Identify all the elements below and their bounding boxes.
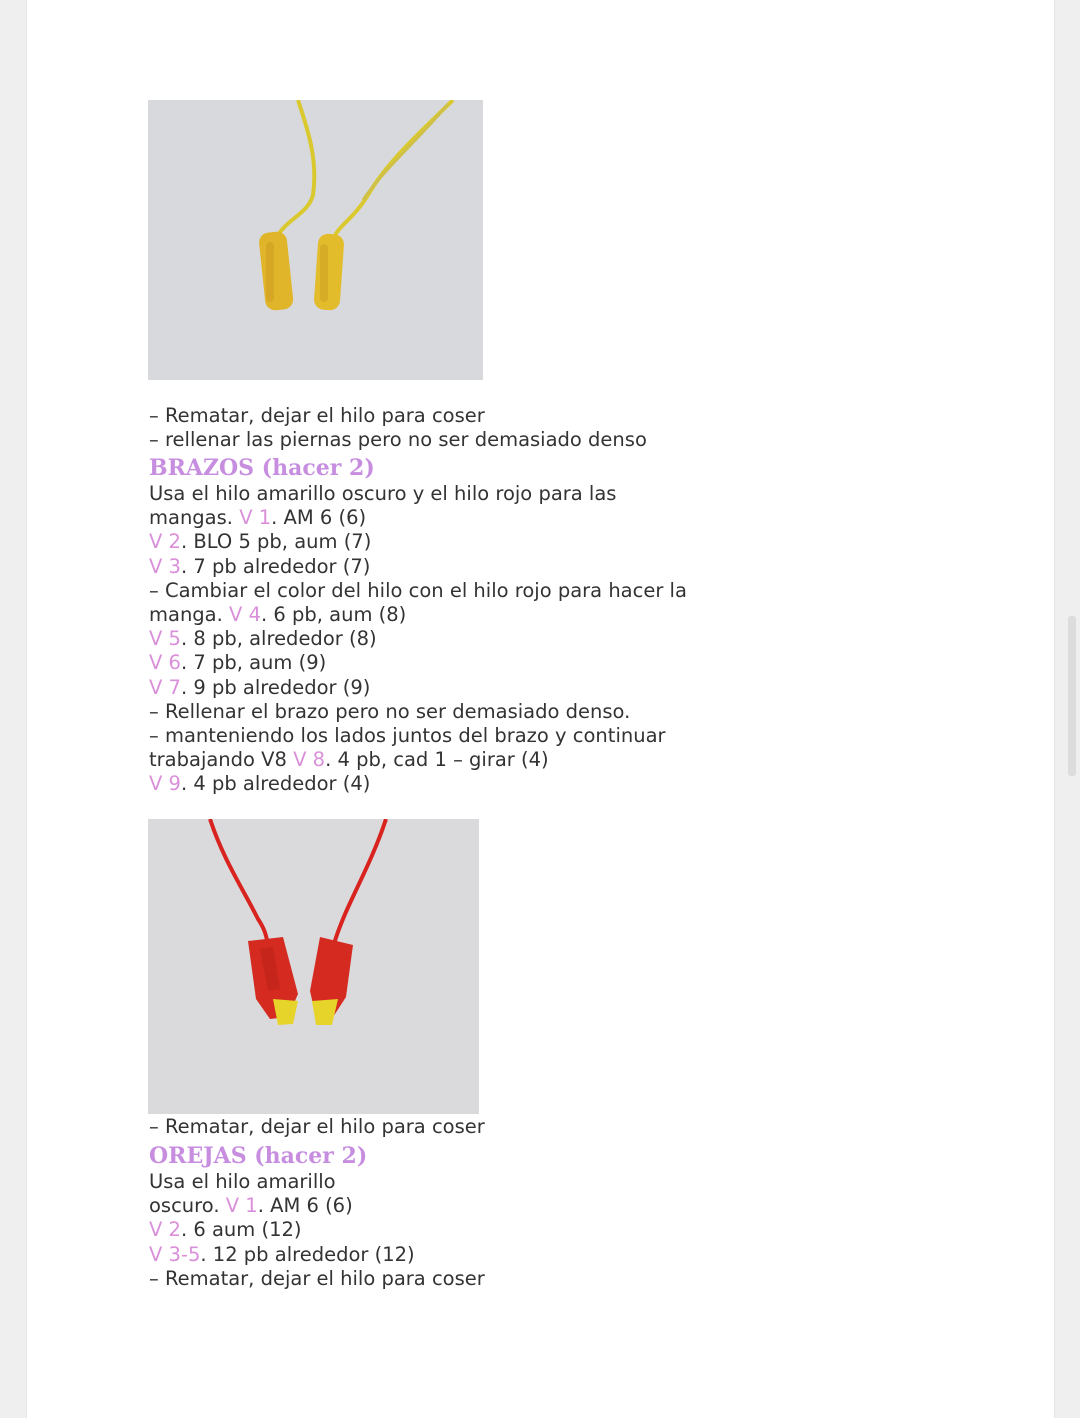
red-yellow-crochet-arms-image xyxy=(148,819,479,1114)
round-label: V 3 xyxy=(149,554,181,578)
round-label: V 7 xyxy=(149,675,181,699)
arms-heading: BRAZOS (hacer 2) xyxy=(149,455,375,481)
arms-keep-sides: – manteniendo los lados juntos del brazo y continuar xyxy=(149,724,666,748)
arms-round-9: V 9. 4 pb alrededor (4) xyxy=(149,772,371,796)
round-label: V 6 xyxy=(149,651,181,675)
ears-heading: OREJAS (hacer 2) xyxy=(149,1143,368,1169)
arms-section xyxy=(149,454,769,797)
ears-round-3-5: V 3-5. 12 pb alrededor (12) xyxy=(149,1242,415,1266)
arms-round-3: V 3. 7 pb alrededor (7) xyxy=(149,554,371,578)
arms-round-6: V 6. 7 pb, aum (9) xyxy=(149,651,327,675)
arms-fill-note: – Rellenar el brazo pero no ser demasiado denso. xyxy=(149,699,631,723)
legs-photo xyxy=(148,100,483,380)
round-label: V 4 xyxy=(229,603,261,627)
round-label: V 5 xyxy=(149,627,181,651)
leg-note-finish: – Rematar, dejar el hilo para coser xyxy=(149,404,485,427)
round-label: V 3-5 xyxy=(149,1242,201,1266)
arms-photo xyxy=(148,819,479,1114)
arms-round-5: V 5. 8 pb, alrededor (8) xyxy=(149,627,377,651)
round-label: V 1 xyxy=(225,1194,258,1218)
arms-round-4: manga. V 4. 6 pb, aum (8) xyxy=(149,603,407,627)
round-label: V 1 xyxy=(239,506,272,530)
arms-round-8: trabajando V8 V 8. 4 pb, cad 1 – girar (4) xyxy=(149,748,549,772)
ears-section xyxy=(149,1142,769,1291)
round-label: V 2 xyxy=(149,1218,181,1242)
round-label: V 8 xyxy=(293,748,326,772)
ears-finish: – Rematar, dejar el hilo para coser xyxy=(149,1266,485,1290)
yellow-crochet-legs-image xyxy=(148,100,483,380)
arms-finish-note xyxy=(149,1115,769,1139)
arms-change-color: – Cambiar el color del hilo con el hilo rojo para hacer la xyxy=(149,578,687,602)
arms-round-7: V 7. 9 pb alrededor (9) xyxy=(149,675,371,699)
round-label: V 2 xyxy=(149,530,181,554)
arms-intro-1: Usa el hilo amarillo oscuro y el hilo rojo para las xyxy=(149,482,617,505)
ears-round-1: oscuro. V 1. AM 6 (6) xyxy=(149,1194,353,1218)
ears-round-2: V 2. 6 aum (12) xyxy=(149,1218,302,1242)
arms-finish: – Rematar, dejar el hilo para coser xyxy=(149,1115,485,1138)
leg-note-fill: – rellenar las piernas pero no ser demasiado denso xyxy=(149,428,647,452)
arms-round-1: mangas. V 1. AM 6 (6) xyxy=(149,506,367,530)
leg-notes xyxy=(149,404,769,452)
ears-intro-1: Usa el hilo amarillo xyxy=(149,1170,336,1193)
arms-round-2: V 2. BLO 5 pb, aum (7) xyxy=(149,530,372,554)
scrollbar[interactable] xyxy=(1068,616,1076,776)
round-label: V 9 xyxy=(149,772,181,796)
